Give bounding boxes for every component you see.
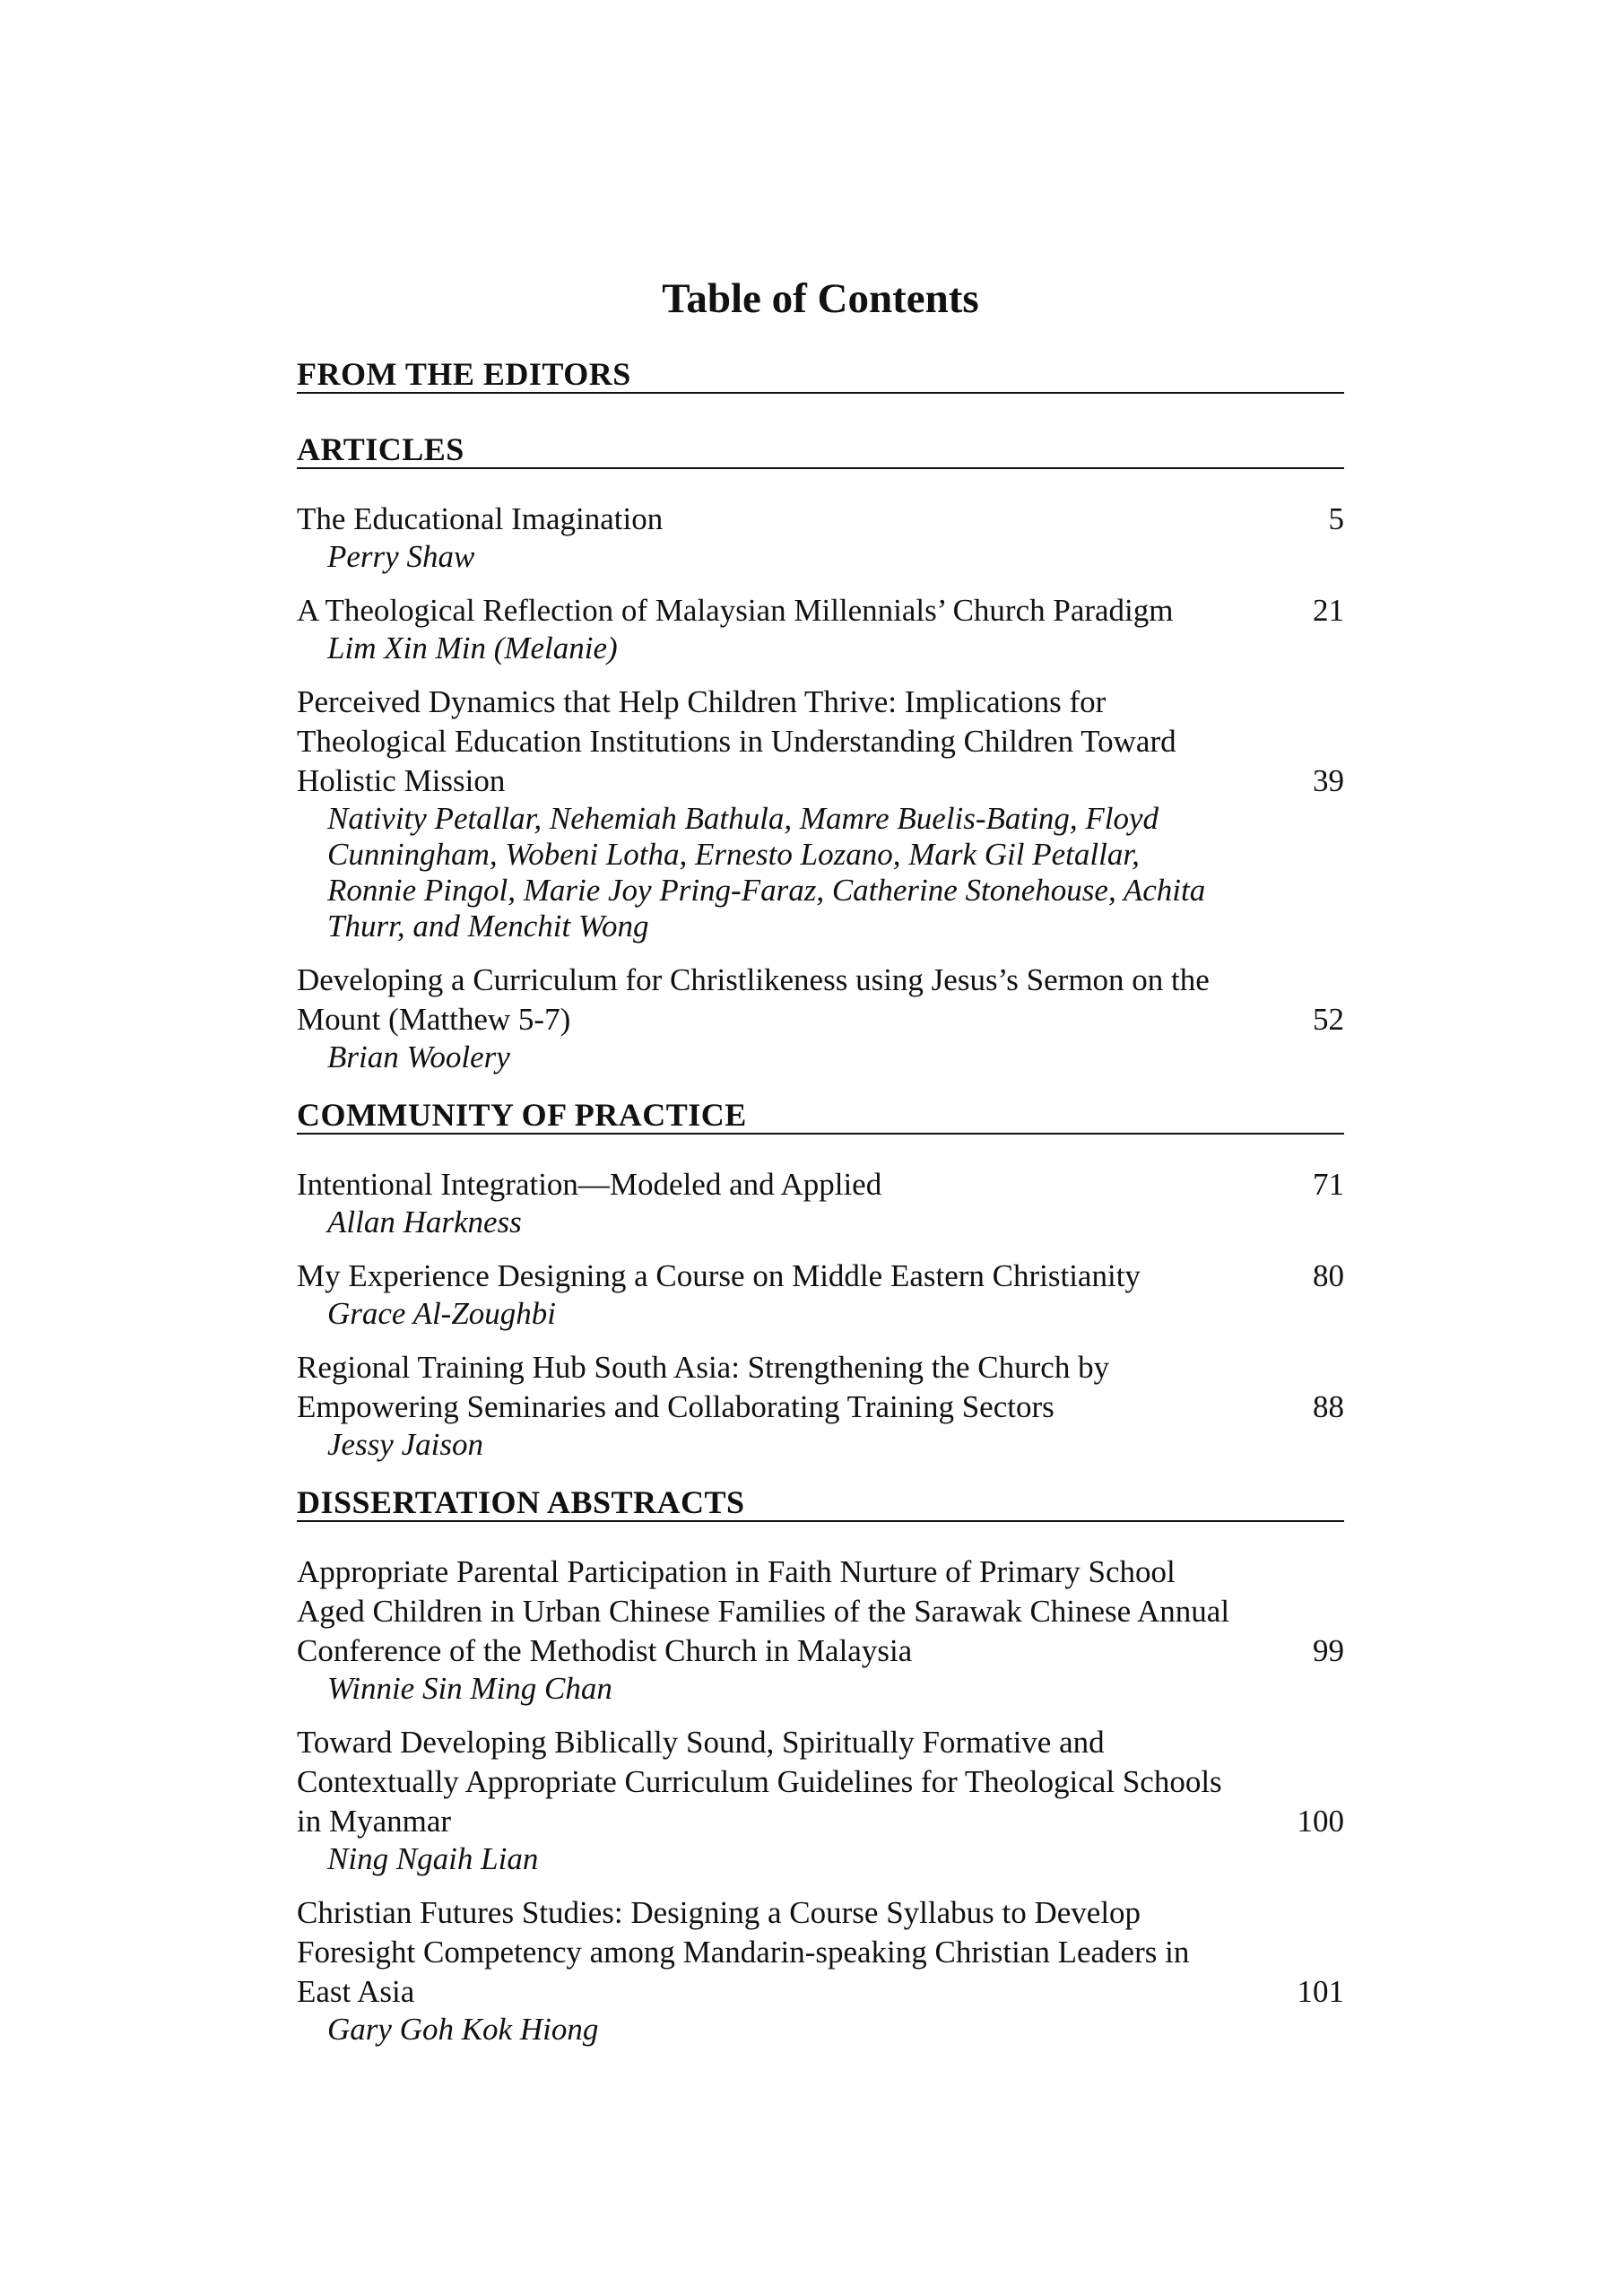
entry-title[interactable]: The Educational Imagination: [297, 501, 664, 536]
toc-entry[interactable]: [297, 591, 1344, 666]
entry-title[interactable]: Intentional Integration—Modeled and Applied: [297, 1167, 882, 1202]
entry-title-row: [297, 1893, 1344, 2012]
toc-entry[interactable]: [297, 1893, 1344, 2048]
entry-page-number: 100: [1297, 1804, 1344, 1839]
toc-entry[interactable]: [297, 1165, 1344, 1240]
entry-title-row: [297, 1257, 1344, 1296]
toc-entry[interactable]: [297, 500, 1344, 575]
entry-page-number: 52: [1313, 1002, 1344, 1037]
entry-page-number: 39: [1313, 763, 1344, 798]
entry-title[interactable]: Regional Training Hub South Asia: Strengthening the Church by Empowering Seminaries and Collaborating Training Sectors: [297, 1350, 1110, 1424]
entry-title[interactable]: My Experience Designing a Course on Middle Eastern Christianity: [297, 1258, 1141, 1293]
entry-authors: Allan Harkness: [327, 1205, 522, 1239]
entry-title[interactable]: Perceived Dynamics that Help Children Thrive: Implications for Theological Education Institutions in Understanding Children Toward Holistic Mission: [297, 684, 1176, 798]
entry-authors: Nativity Petallar, Nehemiah Bathula, Mamre Buelis-Bating, Floyd Cunningham, Wobeni Lotha, Ernesto Lozano, Mark Gil Petallar, Ronnie Pingol, Marie Joy Pring-Faraz, Catherine Stonehouse, Achita Thurr, and Menchit Wong: [327, 801, 1206, 944]
toc-entry[interactable]: [297, 961, 1344, 1075]
entry-page-number: 5: [1328, 501, 1344, 536]
section-spacer: [297, 2064, 1344, 2071]
entry-title-row: [297, 591, 1344, 631]
toc-entry[interactable]: [297, 1552, 1344, 1707]
toc-section: [297, 1099, 1344, 1486]
toc-entry[interactable]: [297, 1723, 1344, 1877]
entry-title-row: [297, 1165, 1344, 1205]
entry-authors: Perry Shaw: [327, 539, 475, 574]
entry-authors: Grace Al-Zoughbi: [327, 1296, 557, 1331]
entry-title[interactable]: Appropriate Parental Participation in Faith Nurture of Primary School Aged Children in Urban Chinese Families of the Sarawak Chinese Annual Conference of the Methodist Church in Malaysia: [297, 1554, 1230, 1668]
entry-page-number: 88: [1313, 1389, 1344, 1424]
entry-page-number: 80: [1313, 1258, 1344, 1293]
section-heading-label[interactable]: COMMUNITY OF PRACTICE: [297, 1097, 747, 1133]
section-heading-label[interactable]: FROM THE EDITORS: [297, 356, 631, 392]
entry-title-row: [297, 1348, 1344, 1427]
section-heading[interactable]: [297, 1099, 1344, 1135]
toc-entry[interactable]: [297, 1257, 1344, 1332]
entry-authors: Gary Goh Kok Hiong: [327, 2012, 599, 2047]
section-heading-label[interactable]: ARTICLES: [297, 431, 464, 467]
entry-title-row: [297, 500, 1344, 539]
toc-body: [297, 358, 1344, 2071]
entry-title-row: [297, 961, 1344, 1039]
section-heading-rule: [747, 1132, 1344, 1135]
section-heading-rule: [631, 391, 1344, 394]
toc-section: [297, 1486, 1344, 2071]
entry-page-number: 99: [1313, 1633, 1344, 1668]
section-heading-rule: [464, 466, 1344, 469]
entry-authors: Lim Xin Min (Melanie): [327, 631, 618, 665]
section-heading[interactable]: [297, 1486, 1344, 1522]
entry-title[interactable]: Developing a Curriculum for Christlikeness using Jesus’s Sermon on the Mount (Matthew 5-7): [297, 962, 1210, 1037]
entry-title-row: [297, 683, 1344, 801]
toc-section: [297, 358, 1344, 394]
toc-section: [297, 433, 1344, 1099]
entry-page-number: 21: [1313, 593, 1344, 628]
toc-entry[interactable]: [297, 1348, 1344, 1463]
entry-title-row: [297, 1552, 1344, 1671]
entry-authors: Winnie Sin Ming Chan: [327, 1671, 612, 1706]
entry-page-number: 101: [1297, 1974, 1344, 2009]
section-heading[interactable]: [297, 433, 1344, 469]
entry-title[interactable]: Toward Developing Biblically Sound, Spiritually Formative and Contextually Appropriate Curriculum Guidelines for Theological Schools in Myanmar: [297, 1725, 1222, 1839]
section-heading-rule: [745, 1519, 1344, 1522]
entry-authors: Brian Woolery: [327, 1039, 510, 1074]
entry-page-number: 71: [1313, 1167, 1344, 1202]
entry-title[interactable]: Christian Futures Studies: Designing a Course Syllabus to Develop Foresight Competency among Mandarin-speaking Christian Leaders in East Asia: [297, 1895, 1190, 2009]
entry-title[interactable]: A Theological Reflection of Malaysian Millennials’ Church Paradigm: [297, 593, 1174, 628]
toc-entry[interactable]: [297, 683, 1344, 944]
toc-page: [297, 275, 1344, 2071]
section-heading[interactable]: [297, 358, 1344, 394]
entry-authors: Ning Ngaih Lian: [327, 1841, 539, 1876]
section-heading-label[interactable]: DISSERTATION ABSTRACTS: [297, 1484, 745, 1520]
entry-title-row: [297, 1723, 1344, 1841]
entry-authors: Jessy Jaison: [327, 1427, 483, 1462]
page-title: Table of Contents: [662, 275, 979, 322]
